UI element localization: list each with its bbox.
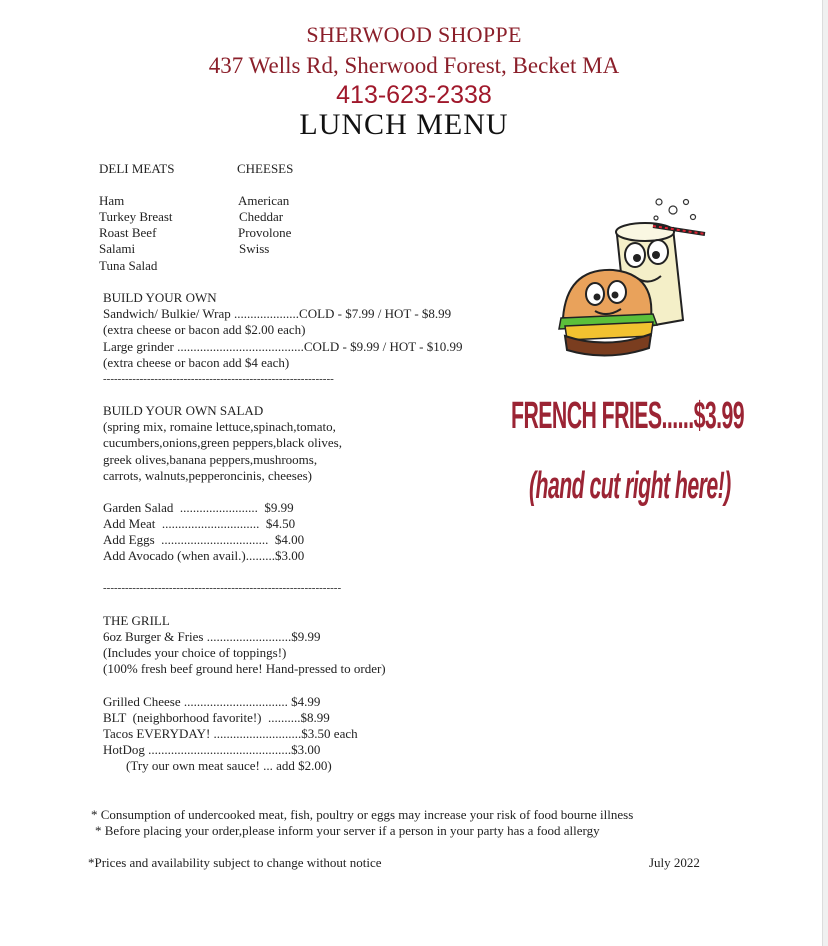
french-fries-promo: FRENCH FRIES......$3.99 — [511, 395, 745, 437]
shop-phone: 413-623-2338 — [336, 81, 492, 109]
grill-burger: (100% fresh beef ground here! Hand-pressed to order) — [103, 661, 386, 676]
salad-price: Add Meat .............................. $4.50 — [103, 516, 296, 531]
build-line: (extra cheese or bacon add $4 each) — [103, 355, 290, 370]
cheese-item: Swiss — [239, 241, 270, 256]
salad-heading: BUILD YOUR OWN SALAD — [103, 403, 264, 418]
grill-burger: (Includes your choice of toppings!) — [103, 645, 287, 660]
cheese-heading: CHEESES — [237, 161, 294, 176]
grill-item: BLT (neighborhood favorite!) ..........$8.99 — [103, 710, 330, 725]
shop-name: SHERWOOD SHOPPE — [306, 22, 522, 47]
allergy-note: * Consumption of undercooked meat, fish, poultry or eggs may increase your risk of food bourne illness — [91, 807, 634, 822]
cheese-item: American — [238, 193, 290, 208]
grill-burger: 6oz Burger & Fries ..........................$9.99 — [103, 629, 321, 644]
shop-address: 437 Wells Rd, Sherwood Forest, Becket MA — [208, 53, 620, 78]
salad-desc: carrots, walnuts,pepperoncinis, cheeses) — [103, 468, 313, 483]
salad-price: Garden Salad ........................ $9.99 — [103, 500, 294, 515]
salad-desc: cucumbers,onions,green peppers,black olives, — [103, 435, 342, 450]
grill-item: Grilled Cheese ................................ $4.99 — [103, 694, 321, 709]
deli-item: Tuna Salad — [99, 258, 158, 273]
grill-item: HotDog ............................................$3.00 — [103, 742, 321, 757]
build-heading: BUILD YOUR OWN — [103, 290, 217, 305]
allergy-note: * Before placing your order,please inform your server if a person in your party has a food allergy — [95, 823, 600, 838]
salad-desc: (spring mix, romaine lettuce,spinach,tomato, — [103, 419, 336, 434]
grill-item: Tacos EVERYDAY! ...........................$3.50 each — [103, 726, 358, 741]
sauce-note: (Try our own meat sauce! ... add $2.00) — [126, 758, 332, 773]
build-line: (extra cheese or bacon add $2.00 each) — [103, 322, 306, 337]
hand-cut-promo: (hand cut right here!) — [529, 465, 731, 507]
cheese-item: Cheddar — [239, 209, 284, 224]
salad-desc: greek olives,banana peppers,mushrooms, — [103, 452, 318, 467]
cheese-item: Provolone — [238, 225, 292, 240]
page-edge — [822, 0, 828, 946]
salad-price: Add Eggs ................................. $4.00 — [103, 532, 305, 547]
burger — [559, 270, 657, 356]
deli-item: Salami — [99, 241, 136, 256]
salad-price: Add Avocado (when avail.).........$3.00 — [103, 548, 305, 563]
menu-date: July 2022 — [649, 855, 700, 870]
build-line: Sandwich/ Bulkie/ Wrap ....................COLD - $7.99 / HOT - $8.99 — [103, 306, 452, 321]
price-disclaimer: *Prices and availability subject to change without notice — [88, 855, 382, 870]
build-line: Large grinder .......................................COLD - $9.99 / HOT - $10.99 — [103, 339, 463, 354]
deli-item: Turkey Breast — [99, 209, 173, 224]
divider: ----------------------------------------------------------------- — [103, 582, 342, 594]
grill-heading: THE GRILL — [103, 613, 170, 628]
deli-item: Ham — [99, 193, 125, 208]
burger-drink-illustration — [555, 190, 730, 365]
menu-title: LUNCH MENU — [299, 108, 509, 141]
deli-heading: DELI MEATS — [99, 161, 175, 176]
divider: --------------------------------------------------------------- — [103, 373, 334, 385]
deli-item: Roast Beef — [99, 225, 157, 240]
